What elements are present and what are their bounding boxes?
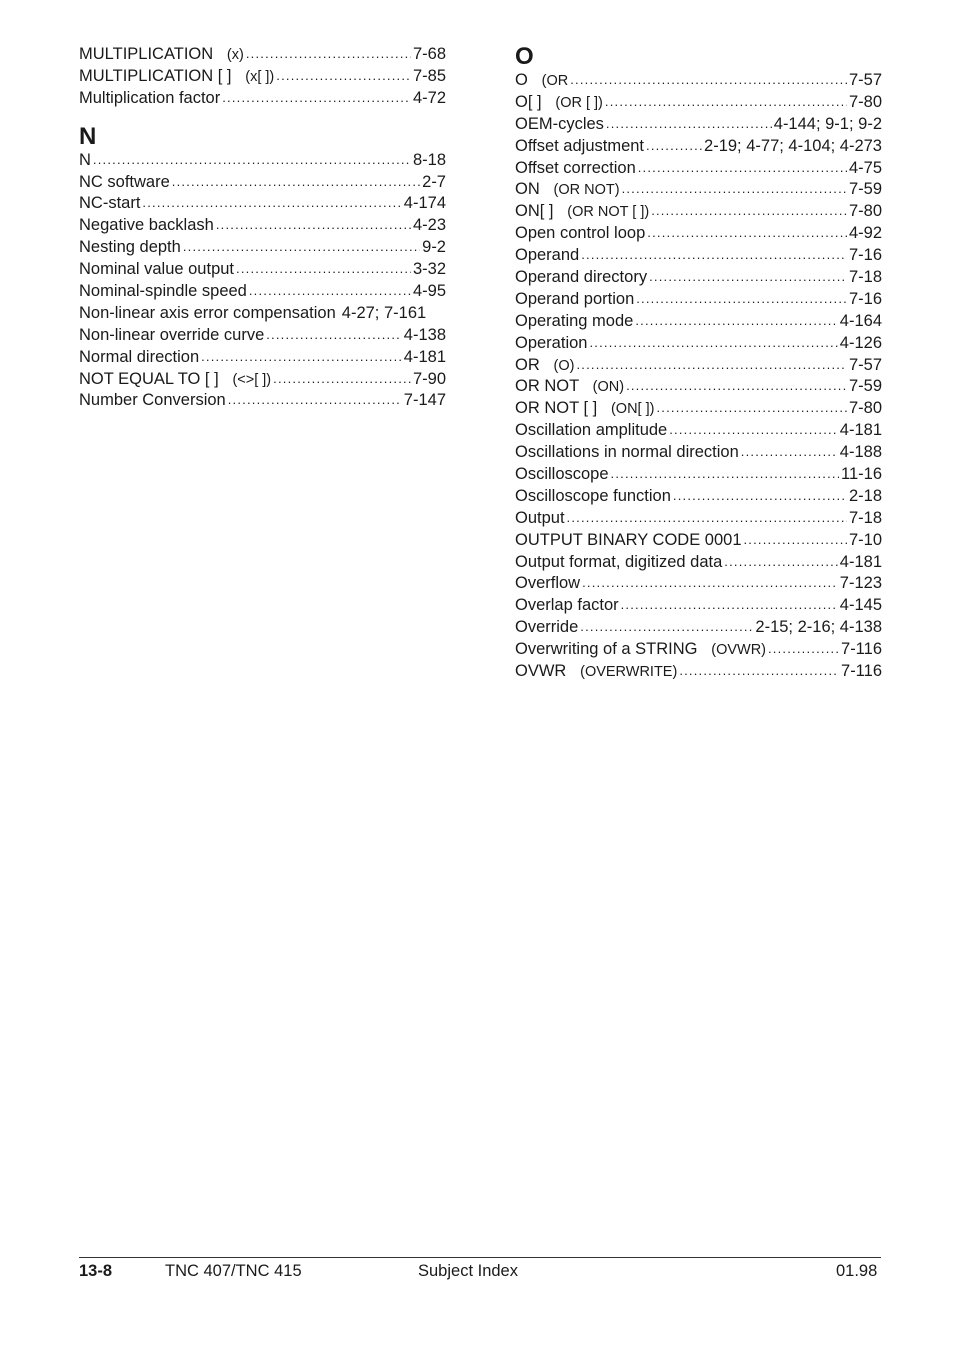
entry-term: [79, 390, 226, 412]
entry-term: [515, 70, 568, 93]
index-entry: [79, 172, 446, 194]
leader-dots: [679, 660, 839, 682]
leader-dots: [589, 332, 837, 354]
entry-term: [515, 661, 677, 684]
entry-term-text: NC-start: [79, 194, 141, 213]
entry-term-text: Nesting depth: [79, 238, 181, 257]
entry-term: [515, 114, 604, 136]
entry-page-ref: 7-116: [841, 662, 882, 681]
index-entry: [515, 617, 882, 639]
entry-term-text: Number Conversion: [79, 391, 226, 410]
index-entry: [515, 289, 882, 311]
entry-term: [515, 267, 647, 289]
index-entry: [515, 420, 882, 442]
entry-term: [79, 66, 274, 89]
entry-page-ref: 8-18: [412, 150, 446, 169]
leader-dots: [669, 419, 838, 441]
entry-page-ref: 7-18: [848, 268, 882, 287]
entry-subterm: (<>[ ]): [232, 371, 272, 388]
entry-term-text: Offset correction: [515, 158, 636, 177]
leader-dots: [576, 354, 847, 376]
leader-dots: [638, 157, 847, 179]
leader-dots: [142, 192, 401, 214]
entry-term-text: MULTIPLICATION [ ]: [79, 66, 232, 85]
index-entry: [515, 158, 882, 180]
entry-term-text: Normal direction: [79, 347, 200, 366]
entry-term-text: Oscilloscope function: [515, 486, 671, 505]
leader-dots: [724, 551, 838, 573]
index-entry: [79, 390, 446, 412]
entry-term: [79, 88, 220, 110]
index-entry: [515, 661, 882, 683]
entry-page-ref: 4-174: [403, 194, 446, 213]
index-entry: [515, 442, 882, 464]
entry-term: [79, 281, 247, 303]
entry-page-ref: 2-18: [848, 486, 882, 505]
entry-page-ref: 4-181: [403, 347, 446, 366]
index-entry: [79, 88, 446, 110]
index-entry: [79, 325, 446, 347]
entry-page-ref: 7-16: [848, 289, 882, 308]
entry-term: [515, 420, 667, 442]
entry-term-text: Open control loop: [515, 224, 646, 243]
leader-dots: [646, 135, 702, 157]
leader-dots: [636, 288, 847, 310]
entry-term: [515, 223, 645, 245]
leader-dots: [228, 389, 402, 411]
left-entry-list: [79, 150, 446, 413]
entry-page-ref: 2-15; 2-16; 4-138: [755, 618, 882, 637]
entry-term: [79, 347, 199, 369]
entry-term: [79, 369, 271, 392]
entry-term-text: Operating mode: [515, 311, 634, 330]
index-entry: [515, 376, 882, 398]
index-entry: [515, 70, 882, 92]
leader-dots: [246, 43, 411, 65]
footer-model: TNC 407/TNC 415: [165, 1262, 302, 1280]
leader-dots: [741, 441, 838, 463]
entry-term-text: Oscillations in normal direction: [515, 443, 739, 462]
leader-dots: [611, 463, 839, 485]
entry-term-text: OVWR: [515, 662, 567, 681]
leader-dots: [183, 236, 420, 258]
entry-term: [515, 573, 580, 595]
entry-page-ref: 7-57: [848, 355, 882, 374]
entry-subterm: (OR [ ]): [555, 94, 603, 111]
index-entry: [515, 223, 882, 245]
right-index-column: [515, 44, 882, 683]
entry-term: [79, 150, 91, 172]
leader-dots: [567, 507, 847, 529]
entry-term-text: Overlap factor: [515, 596, 619, 615]
entry-page-ref: 4-27; 7-161: [341, 303, 427, 322]
leader-dots: [635, 310, 837, 332]
entry-page-ref: 4-75: [848, 158, 882, 177]
leader-dots: [172, 171, 420, 193]
entry-term-text: ON[ ]: [515, 202, 554, 221]
entry-term: [79, 44, 244, 67]
entry-term: [515, 508, 565, 530]
entry-term-text: Nominal-spindle speed: [79, 282, 247, 301]
entry-page-ref: 4-181: [839, 552, 882, 571]
index-entry: [515, 136, 882, 158]
index-entry: [515, 398, 882, 420]
index-entry: [79, 369, 446, 391]
entry-term-text: Operand portion: [515, 289, 635, 308]
entry-term-text: Override: [515, 618, 579, 637]
entry-term: [79, 172, 170, 194]
entry-page-ref: 4-126: [839, 333, 882, 352]
entry-page-ref: 7-90: [412, 369, 446, 388]
index-entry: [515, 201, 882, 223]
leader-dots: [273, 368, 411, 390]
entry-term-text: Negative backlash: [79, 216, 214, 235]
entry-term: [79, 325, 264, 347]
entry-term-text: Multiplication factor: [79, 88, 221, 107]
footer-page-number: 13-8: [79, 1262, 113, 1280]
section-heading-o: O: [515, 43, 534, 70]
entry-term: [79, 215, 214, 237]
entry-page-ref: 7-80: [848, 399, 882, 418]
entry-term: [515, 552, 722, 574]
leader-dots: [656, 397, 847, 419]
entry-term-text: O: [515, 71, 528, 89]
index-entry: [515, 639, 882, 661]
entry-term-text: Overflow: [515, 574, 581, 593]
entry-term: [515, 245, 579, 267]
index-entry: [515, 333, 882, 355]
entry-term: [515, 136, 644, 158]
right-entry-list: [515, 70, 882, 683]
entry-term: [515, 530, 742, 552]
entry-term-text: NC software: [79, 172, 170, 191]
leader-dots: [201, 346, 402, 368]
index-entry: [515, 92, 882, 114]
entry-term-text: Non-linear axis error compensation: [79, 303, 336, 322]
entry-page-ref: 11-16: [841, 465, 882, 484]
index-entry: [79, 44, 446, 66]
entry-page-ref: 4-145: [839, 596, 882, 615]
entry-term-text: Output format, digitized data: [515, 552, 723, 571]
leader-dots: [582, 572, 838, 594]
left-pre-entries: [79, 44, 446, 110]
entry-page-ref: 3-32: [412, 260, 446, 279]
entry-term-text: Oscillation amplitude: [515, 421, 668, 440]
entry-term-text: NOT EQUAL TO [ ]: [79, 369, 219, 388]
entry-term-text: OR NOT: [515, 377, 579, 396]
entry-page-ref: 7-16: [848, 246, 882, 265]
entry-page-ref: 4-181: [839, 421, 882, 440]
entry-term-text: MULTIPLICATION: [79, 45, 214, 63]
entry-subterm: (OR: [541, 73, 569, 89]
entry-term: [515, 398, 654, 421]
entry-page-ref: 2-19; 4-77; 4-104; 4-273: [704, 136, 882, 155]
entry-page-ref: 4-92: [848, 224, 882, 243]
entry-term: [79, 259, 234, 281]
index-entry: [515, 267, 882, 289]
footer-section: Subject Index: [418, 1262, 518, 1280]
index-entry: [79, 215, 446, 237]
leader-dots: [651, 200, 847, 222]
index-entry: [515, 311, 882, 333]
entry-page-ref: 7-10: [848, 530, 882, 549]
entry-term-text: OR: [515, 355, 540, 374]
leader-dots: [93, 149, 411, 171]
index-entry: [515, 508, 882, 530]
entry-page-ref: 7-80: [848, 92, 882, 111]
index-entry: [79, 193, 446, 215]
footer-date: 01.98: [836, 1262, 878, 1280]
entry-subterm: (x[ ]): [245, 68, 275, 85]
index-entry: [79, 66, 446, 88]
leader-dots: [768, 638, 839, 660]
entry-subterm: (OVWR): [711, 642, 766, 659]
entry-page-ref: 7-80: [848, 202, 882, 221]
index-entry: [515, 464, 882, 486]
index-entry: [515, 552, 882, 574]
entry-term: [515, 311, 633, 333]
entry-subterm: (ON[ ]): [610, 401, 655, 418]
index-entry: [79, 150, 446, 172]
footer-rule: [79, 1257, 881, 1258]
entry-term: [515, 464, 609, 486]
index-entry: [79, 259, 446, 281]
leader-dots: [581, 244, 847, 266]
entry-term-text: Operand: [515, 246, 580, 265]
leader-dots: [626, 375, 847, 397]
entry-term: [79, 193, 140, 215]
entry-term: [515, 486, 671, 508]
entry-term-text: Nominal value output: [79, 260, 235, 279]
entry-term-text: ON: [515, 180, 540, 199]
leader-dots: [606, 113, 772, 135]
entry-term-text: OEM-cycles: [515, 114, 604, 133]
entry-page-ref: 4-95: [412, 282, 446, 301]
entry-page-ref: 4-72: [412, 88, 446, 107]
entry-term: [79, 237, 181, 259]
entry-term: [515, 179, 620, 202]
entry-page-ref: 7-18: [848, 508, 882, 527]
index-entry: [515, 530, 882, 552]
entry-page-ref: 7-59: [848, 180, 882, 199]
entry-subterm: (OR NOT): [553, 182, 620, 199]
index-entry: [515, 114, 882, 136]
entry-term: [515, 201, 649, 224]
leader-dots: [570, 69, 847, 91]
leader-dots: [647, 222, 847, 244]
index-entry: [515, 573, 882, 595]
entry-term-text: OR NOT [ ]: [515, 399, 598, 418]
entry-term-text: Output: [515, 508, 565, 527]
leader-dots: [622, 178, 847, 200]
leader-dots: [249, 280, 411, 302]
entry-page-ref: 7-123: [839, 574, 882, 593]
entry-term-text: Operand directory: [515, 268, 648, 287]
leader-dots: [605, 91, 847, 113]
entry-term-text: OUTPUT BINARY CODE 0001: [515, 530, 742, 549]
leader-dots: [649, 266, 847, 288]
leader-dots: [673, 485, 847, 507]
entry-term-text: Overwriting of a STRING: [515, 640, 698, 659]
leader-dots: [216, 214, 411, 236]
left-index-column: [79, 44, 446, 412]
section-spacer: [79, 110, 446, 124]
index-entry: [79, 303, 446, 325]
index-entry: [79, 281, 446, 303]
leader-dots: [580, 616, 753, 638]
entry-page-ref: 4-188: [839, 443, 882, 462]
index-entry: [515, 245, 882, 267]
entry-term: [515, 158, 636, 180]
leader-dots: [222, 87, 411, 109]
entry-term: [515, 376, 624, 399]
entry-term: [515, 595, 619, 617]
leader-dots: [621, 594, 838, 616]
entry-page-ref: 4-164: [839, 311, 882, 330]
entry-term-text: Offset adjustment: [515, 136, 645, 155]
entry-page-ref: 7-68: [412, 45, 446, 63]
entry-term-text: O[ ]: [515, 92, 542, 111]
entry-page-ref: 7-59: [848, 377, 882, 396]
entry-term: [515, 289, 634, 311]
entry-subterm: (O): [553, 357, 575, 374]
entry-term: [515, 333, 587, 355]
index-entry: [79, 347, 446, 369]
entry-page-ref: 4-138: [403, 325, 446, 344]
entry-page-ref: 4-23: [412, 216, 446, 235]
entry-term: [515, 617, 578, 639]
index-entry: [515, 486, 882, 508]
entry-subterm: (OR NOT [ ]): [567, 204, 650, 221]
leader-dots: [744, 529, 847, 551]
entry-page-ref: 2-7: [422, 172, 446, 191]
leader-dots: [276, 65, 411, 87]
entry-term-text: Non-linear override curve: [79, 325, 265, 344]
entry-page-ref: 7-57: [848, 71, 882, 89]
entry-term-text: Oscilloscope: [515, 465, 609, 484]
entry-term: [515, 639, 766, 662]
entry-page-ref: 4-144; 9-1; 9-2: [773, 114, 882, 133]
entry-subterm: (ON): [592, 379, 625, 396]
entry-subterm: (x): [226, 47, 244, 63]
entry-term: [515, 92, 603, 115]
index-entry: [79, 237, 446, 259]
index-entry: [515, 179, 882, 201]
entry-term: [79, 303, 336, 325]
entry-subterm: (OVERWRITE): [580, 664, 678, 681]
entry-term-text: Operation: [515, 333, 588, 352]
entry-term: [515, 442, 739, 464]
leader-dots: [266, 324, 402, 346]
index-entry: [515, 595, 882, 617]
entry-term-text: N: [79, 150, 91, 169]
entry-page-ref: 7-116: [841, 640, 882, 659]
section-heading-n: N: [79, 122, 97, 150]
entry-term: [515, 355, 574, 378]
leader-dots: [236, 258, 411, 280]
entry-page-ref: 9-2: [422, 238, 446, 257]
index-entry: [515, 355, 882, 377]
entry-page-ref: 7-147: [403, 391, 446, 410]
entry-page-ref: 7-85: [412, 66, 446, 85]
